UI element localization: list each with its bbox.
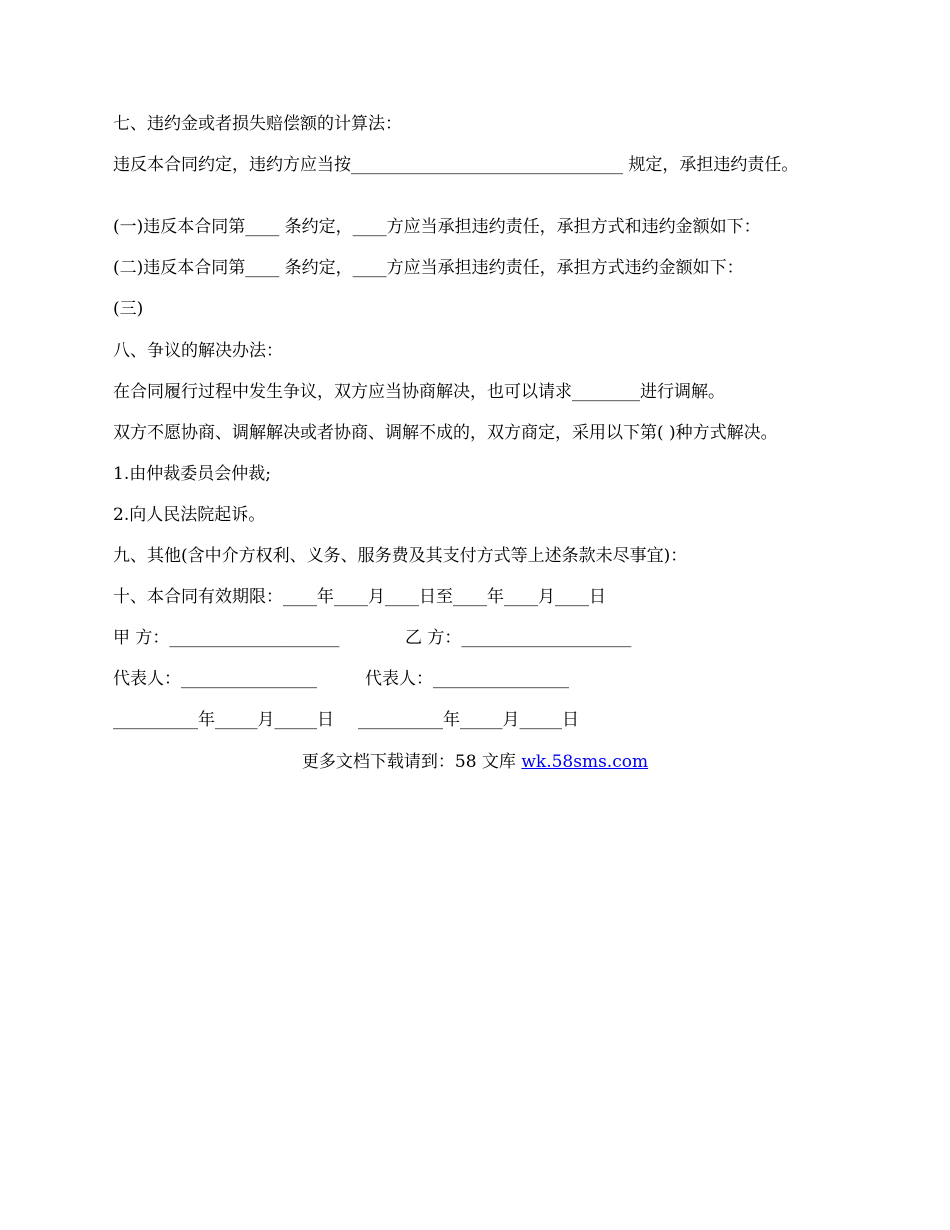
section-10-validity-period: 十、本合同有效期限：____年____月____日至____年____月____日 (113, 587, 606, 607)
footer-prefix: 更多文档下载请到：58 文库 (301, 752, 522, 772)
paragraph-breach-liability: 违反本合同约定，违约方应当按________________________________ 规定，承担违约责任。 (113, 155, 799, 175)
signature-party-b: 乙 方：____________________ (405, 628, 632, 648)
signature-party-a: 甲 方：____________________ (113, 628, 340, 648)
signature-date-a: __________年_____月_____日 (113, 710, 334, 730)
footer (0, 751, 950, 773)
clause-breach-2: (二)违反本合同第____ 条约定，____方应当承担违约责任，承担方式违约金额如下： (113, 258, 744, 278)
paragraph-mediation: 在合同履行过程中发生争议，双方应当协商解决，也可以请求________进行调解。 (113, 382, 725, 402)
representative-a: 代表人：________________ (113, 669, 317, 689)
section-8-heading: 八、争议的解决办法： (113, 341, 283, 361)
clause-breach-1: (一)违反本合同第____ 条约定，____方应当承担违约责任，承担方式和违约金额如下： (113, 217, 761, 237)
clause-breach-3: (三) (113, 299, 144, 319)
representative-b: 代表人：________________ (365, 669, 569, 689)
option-litigation: 2.向人民法院起诉。 (113, 505, 266, 525)
signature-date-b: __________年_____月_____日 (358, 710, 579, 730)
option-arbitration: 1.由仲裁委员会仲裁; (113, 464, 271, 484)
paragraph-resolution-choice: 双方不愿协商、调解解决或者协商、调解不成的，双方商定，采用以下第( )种方式解决。 (113, 423, 778, 443)
section-9-heading: 九、其他(含中介方权利、义务、服务费及其支付方式等上述条款未尽事宜)： (113, 546, 688, 566)
footer-link[interactable]: wk.58sms.com (521, 752, 649, 772)
section-7-heading: 七、违约金或者损失赔偿额的计算法： (113, 114, 402, 134)
